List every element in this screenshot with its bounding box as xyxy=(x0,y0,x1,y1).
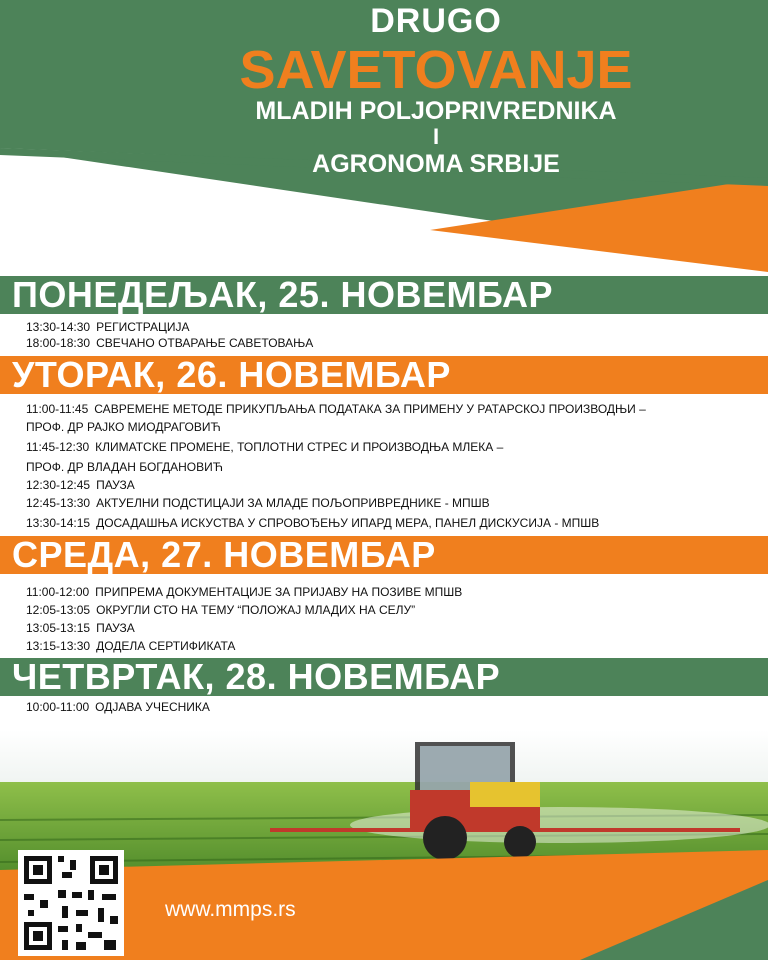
qr-code xyxy=(18,850,124,956)
day-heading-wednesday: СРЕДА, 27. НОВЕМБАР xyxy=(0,536,768,574)
schedule-row: 11:00-11:45 САВРЕМЕНЕ МЕТОДЕ ПРИКУПЉАЊА ПОДАТАКА ЗА ПРИМЕНУ У РАТАРСКОЈ ПРОИЗВОДЊИ – xyxy=(26,402,646,416)
title-line-i: I xyxy=(432,124,440,149)
day-heading-monday: ПОНЕДЕЉАК, 25. НОВЕМБАР xyxy=(0,276,768,314)
schedule-row: 10:00-11:00 ОДЈАВА УЧЕСНИКА xyxy=(26,700,210,714)
title-line-agronoma: AGRONOMA SRBIJE xyxy=(312,150,560,178)
schedule-row: 11:00-12:00 ПРИПРЕМА ДОКУМЕНТАЦИЈЕ ЗА ПРИЈАВУ НА ПОЗИВЕ МПШВ xyxy=(26,585,463,599)
title-line-mladih: MLADIH POLJOPRIVREDNIKA xyxy=(255,97,617,125)
schedule-row: ПРОФ. ДР ВЛАДАН БОГДАНОВИЋ xyxy=(26,460,224,474)
schedule-row: 11:45-12:30 КЛИМАТСКЕ ПРОМЕНЕ, ТОПЛОТНИ СТРЕС И ПРОИЗВОДЊА МЛЕКА – xyxy=(26,440,504,454)
title-line-drugo: DRUGO xyxy=(370,2,502,40)
title-line-savetovanje: SAVETOVANJE xyxy=(239,40,633,100)
schedule-row: 13:30-14:15 ДОСАДАШЊА ИСКУСТВА У СПРОВОЂЕЊУ ИПАРД МЕРА, ПАНЕЛ ДИСКУСИЈА - МПШВ xyxy=(26,516,600,530)
day-heading-thursday: ЧЕТВРТАК, 28. НОВЕМБАР xyxy=(0,658,768,696)
schedule-row: 12:30-12:45 ПАУЗА xyxy=(26,478,135,492)
schedule-row: ПРОФ. ДР РАЈКО МИОДРАГОВИЋ xyxy=(26,420,221,434)
website-link[interactable]: www.mmps.rs xyxy=(165,898,296,921)
schedule-row: 18:00-18:30 СВЕЧАНО ОТВАРАЊЕ САВЕТОВАЊА xyxy=(26,336,314,350)
day-heading-tuesday: УТОРАК, 26. НОВЕМБАР xyxy=(0,356,768,394)
schedule-row: 12:05-13:05 ОКРУГЛИ СТО НА ТЕМУ “ПОЛОЖАЈ МЛАДИХ НА СЕЛУ” xyxy=(26,603,416,617)
schedule-row: 13:05-13:15 ПАУЗА xyxy=(26,621,135,635)
schedule-row: 13:15-13:30 ДОДЕЛА СЕРТИФИКАТА xyxy=(26,639,236,653)
schedule-row: 13:30-14:30 РЕГИСТРАЦИЈА xyxy=(26,320,190,334)
schedule-row: 12:45-13:30 АКТУЕЛНИ ПОДСТИЦАЈИ ЗА МЛАДЕ ПОЉОПРИВРЕДНИКЕ - МПШВ xyxy=(26,496,490,510)
